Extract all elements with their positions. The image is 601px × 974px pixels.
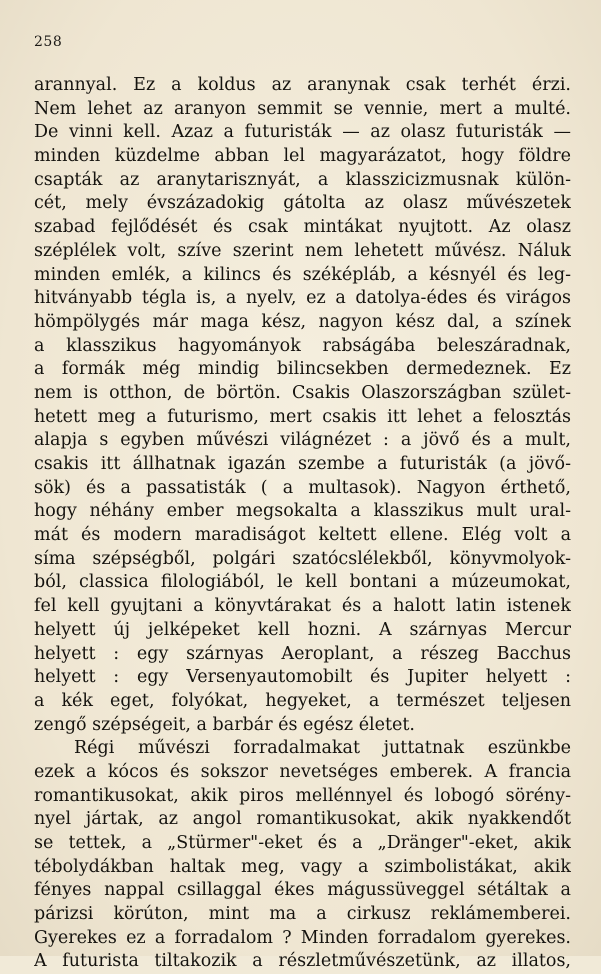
text-line: tébolydákban haltak meg, vagy a szimbolistákat, akik: [34, 856, 571, 877]
text-line: ezek a kócos és sokszor nevetséges emberek. A francia: [34, 761, 571, 782]
text-line: minden emlék, a kilincs és széképláb, a késnyél és leg-: [34, 264, 571, 285]
text-line: a klasszikus hagyományok rabságába beleszáradnak,: [34, 335, 571, 356]
text-line: nyel jártak, az angol romantikusokat, akik nyakkendőt: [34, 809, 571, 830]
text-line: fényes nappal csillaggal ékes mágussüveggel sétáltak a: [34, 880, 571, 901]
text-line: csapták az aranytarisznyát, a klasszicizmusnak külön-: [34, 169, 571, 190]
text-line: sök) és a passatisták ( a multasok). Nagyon érthető,: [34, 477, 571, 498]
text-line: romantikusokat, akik piros mellénnyel és lobogó sörény-: [34, 785, 571, 806]
text-line: a kék eget, folyókat, hegyeket, a természet teljesen: [34, 690, 571, 711]
text-line: De vinni kell. Azaz a futuristák — az olasz futuristák —: [34, 122, 571, 143]
text-line: szabad fejlődését és csak mintákat nyujtott. Az olasz: [34, 217, 571, 238]
text-line: cét, mely évszázadokig gátolta az olasz művészetek: [34, 193, 571, 214]
text-line: a formák még mindig bilincsekben dermedeznek. Ez: [34, 359, 571, 380]
text-line: Régi művészi forradalmakat juttatnak eszünkbe: [74, 738, 571, 759]
text-line: helyett : egy Versenyautomobilt és Jupiter helyett :: [34, 667, 571, 688]
text-line: ból, classica filologiából, le kell bontani a múzeumokat,: [34, 572, 571, 593]
text-line: minden küzdelme abban lel magyarázatot, hogy földre: [34, 146, 571, 167]
text-line: fel kell gyujtani a könyvtárakat és a halott latin istenek: [34, 596, 571, 617]
text-line: alapja s egyben művészi világnézet : a jövő és a mult,: [34, 430, 571, 451]
text-line: széplélek volt, szíve szerint nem lehetett művész. Náluk: [34, 240, 571, 261]
text-line: hömpölygés már maga kész, nagyon kész dal, a színek: [34, 311, 571, 332]
text-line: helyett új jelképeket kell hozni. A szárnyas Mercur: [34, 619, 571, 640]
text-line: párizsi körúton, mint ma a cirkusz reklámemberei.: [34, 904, 571, 925]
text-line: hogy néhány ember megsokalta a klasszikus mult ural-: [34, 501, 571, 522]
text-line: Nem lehet az aranyon semmit se vennie, mert a multé.: [34, 98, 571, 119]
body-text: [34, 74, 571, 974]
text-line: arannyal. Ez a koldus az aranynak csak terhét érzi.: [34, 75, 571, 95]
text-line: A futurista tiltakozik a részletművészetünk, az illatos,: [34, 951, 571, 972]
text-line: csakis itt állhatnak igazán szembe a futuristák (a jövő-: [34, 454, 571, 474]
page-number: 258: [34, 34, 63, 50]
text-line: zengő szépségeit, a barbár és egész életet.: [34, 714, 415, 735]
text-line: síma szépségből, polgári szatócslélekből, könyvmolyok-: [34, 548, 571, 569]
text-line: hetett meg a futurismo, mert csakis itt lehet a felosztás: [34, 406, 571, 427]
text-line: se tettek, a „Stürmer"-eket és a „Dränger"-eket, akik: [34, 833, 571, 853]
text-line: Gyerekes ez a forradalom ? Minden forradalom gyerekes.: [34, 927, 571, 948]
text-line: nem is otthon, de börtön. Csakis Olaszországban szület-: [34, 382, 571, 403]
text-line: helyett : egy szárnyas Aeroplant, a részeg Bacchus: [34, 643, 571, 664]
text-line: mát és modern maradiságot keltett ellene. Elég volt a: [34, 525, 571, 546]
text-line: hitványabb tégla is, a nyelv, ez a datolya-édes és virágos: [34, 288, 571, 309]
